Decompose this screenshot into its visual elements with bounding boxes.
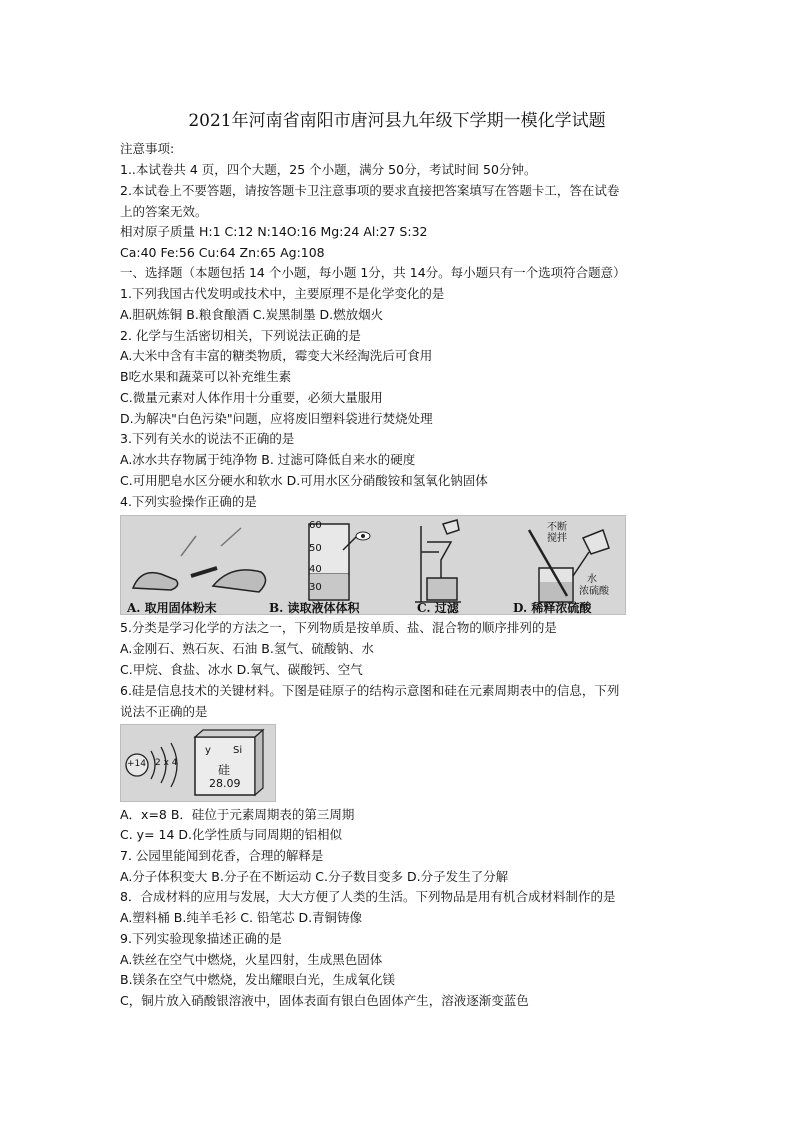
text-line: 9.下列实验现象描述正确的是 [120, 931, 282, 946]
nucleus-label: +14 [127, 759, 146, 769]
text-line: A.大米中含有丰富的糖类物质，霉变大米经淘洗后可食用 [120, 348, 433, 363]
text-line: 上的答案无效。 [120, 204, 208, 219]
text-line: 一、选择题（本题包括 14 个小题，每小题 1分，共 14分。每小题只有一个选项符合题意） [120, 265, 626, 280]
scale-label-60: 60 [309, 520, 322, 531]
element-symbol: Si [233, 745, 243, 756]
caption-c: C. 过滤 [417, 601, 459, 615]
text-line: 5.分类是学习化学的方法之一，下列物质是按单质、盐、混合物的顺序排列的是 [120, 620, 557, 635]
text-line: A.金刚石、熟石灰、石油 B.氢气、硫酸钠、水 [120, 641, 374, 656]
exam-title: 2021年河南省南阳市唐河县九年级下学期一模化学试题 [188, 111, 606, 131]
caption-b: B. 读取液体体积 [269, 601, 360, 615]
caption-a: A. 取用固体粉末 [127, 601, 217, 615]
text-line: C.甲烷、食盐、冰水 D.氧气、碳酸钙、空气 [120, 662, 363, 677]
silicon-figure [120, 724, 276, 802]
atomic-number-label: y [205, 745, 211, 756]
hand-test-tube-illustration [133, 528, 266, 592]
text-line: 2. 化学与生活密切相关，下列说法正确的是 [120, 328, 361, 343]
text-line: C，铜片放入硝酸银溶液中，固体表面有银白色固体产生，溶液逐渐变蓝色 [120, 993, 529, 1008]
text-line: 说法不正确的是 [120, 704, 208, 719]
text-line: 6.硅是信息技术的关键材料。下图是硅原子的结构示意图和硅在元素周期表中的信息，下列 [120, 683, 620, 698]
text-line: C. y= 14 D.化学性质与同周期的铝相似 [120, 827, 342, 842]
text-line: A.胆矾炼铜 B.粮食酿酒 C.炭黑制墨 D.燃放烟火 [120, 307, 384, 322]
text-line: B.镁条在空气中燃烧，发出耀眼白光，生成氧化镁 [120, 972, 396, 987]
label-acid: 浓硫酸 [579, 586, 609, 597]
lab-operations-figure [120, 515, 626, 615]
label-water: 水 [587, 574, 597, 585]
text-line: 1..本试卷共 4 页，四个大题，25 个小题，满分 50分，考试时间 50分钟。 [120, 162, 537, 177]
atomic-mass: 28.09 [209, 777, 241, 790]
text-line: A.分子体积变大 B.分子在不断运动 C.分子数目变多 D.分子发生了分解 [120, 869, 509, 884]
scale-label-50: 50 [309, 543, 322, 554]
text-line: C.微量元素对人体作用十分重要，必须大量服用 [120, 390, 383, 405]
text-line: 8．合成材料的应用与发展，大大方便了人类的生活。下列物品是用有机合成材料制作的是 [120, 889, 616, 904]
text-line: B吃水果和蔬菜可以补充维生素 [120, 369, 292, 384]
text-line: 3.下列有关水的说法不正确的是 [120, 431, 295, 446]
text-line: A.塑料桶 B.纯羊毛衫 C. 铅笔芯 D.青铜铸像 [120, 910, 363, 925]
text-line: 1.下列我国古代发明或技术中，主要原理不是化学变化的是 [120, 286, 445, 301]
text-line: D.为解决"白色污染"问题，应将废旧塑料袋进行焚烧处理 [120, 411, 433, 426]
electron-shell-label: 2 x 4 [155, 758, 178, 768]
label-stir: 不断 [547, 522, 567, 533]
text-line: 7. 公园里能闻到花香，合理的解释是 [120, 848, 324, 863]
label-stir-2: 搅拌 [547, 533, 567, 544]
text-line: 4.下列实验操作正确的是 [120, 494, 257, 509]
element-name: 硅 [218, 763, 231, 777]
scale-label-30: 30 [309, 582, 322, 593]
text-line: C.可用肥皂水区分硬水和软水 D.可用水区分硝酸铵和氢氧化钠固体 [120, 473, 488, 488]
text-line: Ca:40 Fe:56 Cu:64 Zn:65 Ag:108 [120, 245, 325, 260]
scale-label-40: 40 [309, 564, 322, 575]
text-line: 2.本试卷上不要答题，请按答题卡卫注意事项的要求直接把答案填写在答题卡工，答在试卷 [120, 183, 620, 198]
text-line: A.冰水共存物属于纯净物 B. 过滤可降低自来水的硬度 [120, 452, 416, 467]
text-line: 相对原子质量 H:1 C:12 N:14O:16 Mg:24 Al:27 S:32 [120, 224, 428, 239]
text-line: 注意事项: [120, 141, 175, 156]
text-line: A．x=8 B．硅位于元素周期表的第三周期 [120, 807, 355, 822]
caption-d: D. 稀释浓硫酸 [513, 601, 592, 615]
text-line: A.铁丝在空气中燃烧，火星四射，生成黑色固体 [120, 952, 383, 967]
filtration-illustration [415, 520, 461, 602]
